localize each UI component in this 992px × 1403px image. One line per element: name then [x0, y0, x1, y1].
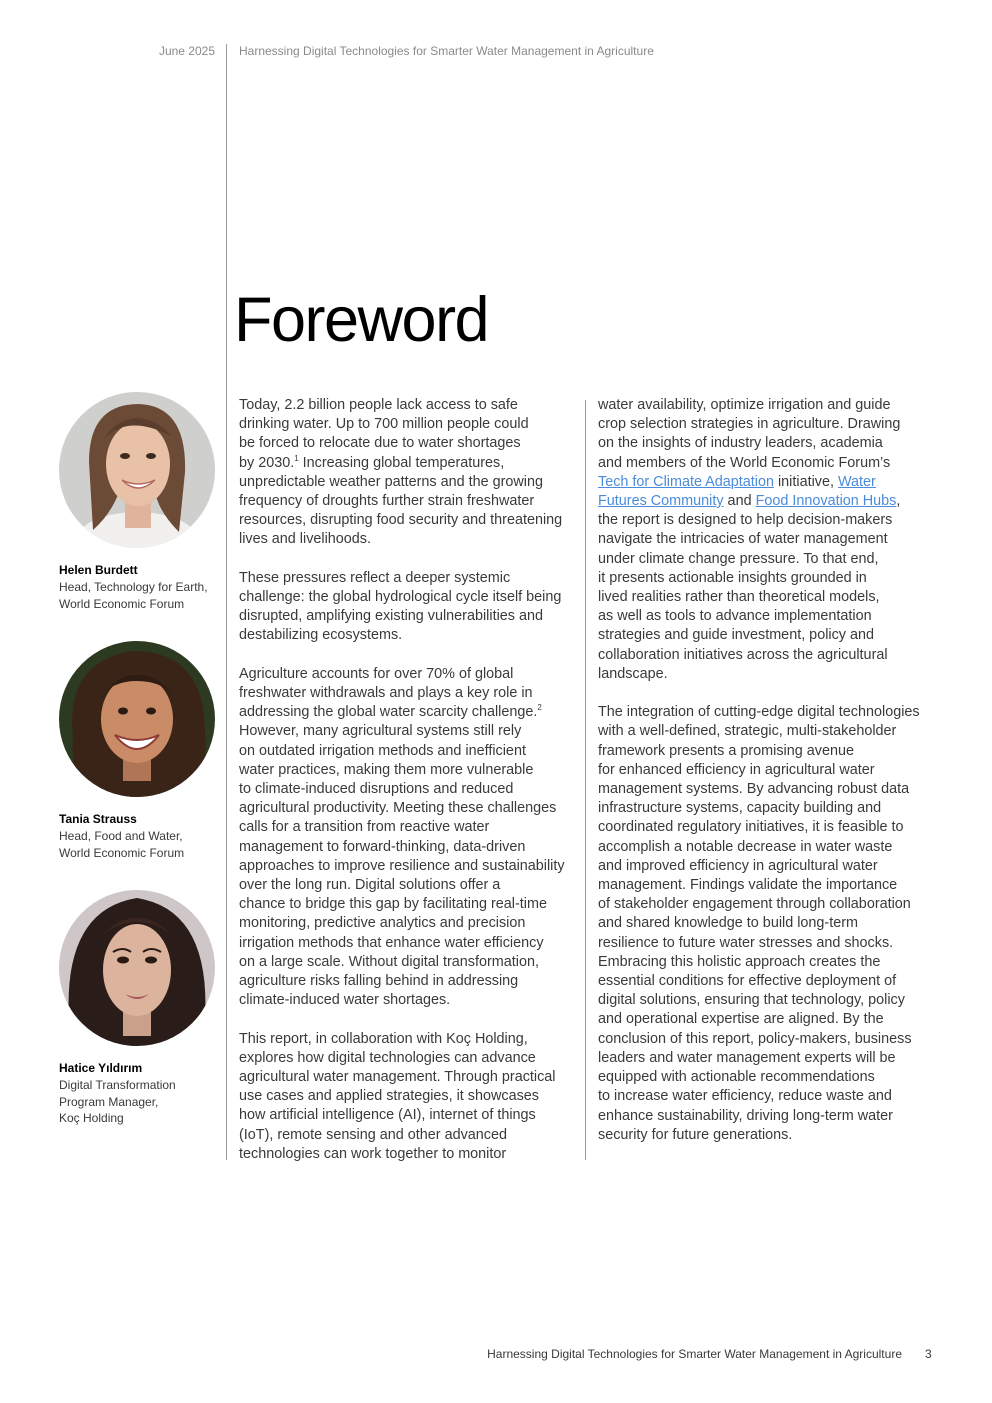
person-role: Digital Transformation Program Manager, Koç Holding	[59, 1078, 176, 1125]
link-food-innovation-hubs[interactable]: Food Innovation Hubs	[755, 493, 897, 510]
body-column-right	[598, 396, 943, 1145]
page-number: 3	[925, 1347, 932, 1361]
column-divider	[585, 400, 586, 1160]
person-card-tania-strauss	[59, 641, 219, 861]
vertical-divider	[226, 44, 227, 1160]
person-card-helen-burdett	[59, 392, 219, 612]
portrait-hatice-yildirim	[59, 890, 215, 1046]
person-role: Head, Food and Water, World Economic Forum	[59, 829, 185, 860]
person-name: Helen Burdett	[59, 563, 138, 577]
paragraph: This report, in collaboration with Koç Holding, explores how digital technologies can advance agricultural water management. Through practical use cases and applied strategies, it showcases how artificial intelligence (AI), internet of things (IoT), remote sensing and other advanced technologies can work together to monitor	[239, 1030, 556, 1162]
paragraph: The integration of cutting-edge digital technologies with a well-defined, strategic, multi-stakeholder framework presents a promising avenue for enhanced efficiency in agricultural water management systems. By advancing robust data infrastructure systems, capacity building and coordinated regulatory initiatives, it is feasible to accomplish a notable decrease in water waste and improved efficiency in agricultural water management. Findings validate the importance of stakeholder engagement through collaboration and shared knowledge to build long-term resilience to future water stresses and shocks. Embracing this holistic approach creates the essential conditions for effective deployment of digital solutions, ensuring that technology, policy and operational expertise are aligned. By the conclusion of this report, policy-makers, business leaders and water management experts will be equipped with actionable recommendations to increase water efficiency, reduce waste and enhance sustainability, driving long-term water security for future generations.	[598, 704, 920, 1143]
header-date: June 2025	[158, 44, 215, 58]
paragraph: These pressures reflect a deeper systemic challenge: the global hydrological cycle itself being disrupted, amplifying existing vulnerabilities and destabilizing ecosystems.	[239, 569, 562, 644]
footnote-ref[interactable]: 1	[294, 453, 299, 463]
footer-title: Harnessing Digital Technologies for Smarter Water Management in Agriculture	[487, 1347, 902, 1361]
portrait-helen-burdett	[59, 392, 215, 548]
link-water-futures-community[interactable]: Water Futures Community	[598, 473, 876, 510]
footnote-ref[interactable]: 2	[537, 703, 542, 713]
page-title: Foreword	[234, 285, 489, 355]
avatar	[59, 641, 215, 797]
body-column-left	[239, 396, 579, 1164]
person-name: Tania Strauss	[59, 812, 137, 826]
avatar	[59, 890, 215, 1046]
paragraph: Today, 2.2 billion people lack access to safe drinking water. Up to 700 million people could be forced to relocate due to water shortages by 2030.$^1$ Increasing global temperatures, unpredictable weather patterns and the growing frequency of droughts further strain freshwater resources, disrupting food security and threatening lives and livelihoods.	[239, 397, 563, 548]
paragraph: water availability, optimize irrigation and guide crop selection strategies in agriculture. Drawing on the insights of industry leaders, academia and members of the World Economic Forum’s Tech for Climate Adaptation initiative, Water Futures Community and Food Innovation Hubs, the report is designed to help decision-makers navigate the intricacies of water management under climate change pressure. To that end, it presents actionable insights grounded in lived realities rather than theoretical models, as well as tools to advance implementation strategies and guide investment, policy and collaboration initiatives across the agricultural landscape.	[598, 397, 901, 682]
portrait-tania-strauss	[59, 641, 215, 797]
person-role: Head, Technology for Earth, World Economic Forum	[59, 580, 208, 611]
link-tech-for-climate-adaptation[interactable]: Tech for Climate Adaptation	[598, 473, 774, 490]
header-title: Harnessing Digital Technologies for Smarter Water Management in Agriculture	[239, 44, 654, 58]
avatar	[59, 392, 215, 548]
paragraph: Agriculture accounts for over 70% of global freshwater withdrawals and plays a key role in addressing the global water scarcity challenge.$^2$ However, many agricultural systems still rely on outdated irrigation methods and inefficient water practices, making them more vulnerable to climate-induced disruptions and reduced agricultural productivity. Meeting these challenges calls for a transition from reactive water management to forward-thinking, data-driven approaches to improve resilience and sustainability over the long run. Digital solutions offer a chance to bridge this gap by facilitating real-time monitoring, predictive analytics and precision irrigation methods that enhance water efficiency on a large scale. Without digital transformation, agriculture risks falling behind in addressing climate-induced water shortages.	[239, 665, 565, 1009]
person-card-hatice-yildirim	[59, 890, 219, 1127]
person-name: Hatice Yıldırım	[59, 1061, 143, 1075]
